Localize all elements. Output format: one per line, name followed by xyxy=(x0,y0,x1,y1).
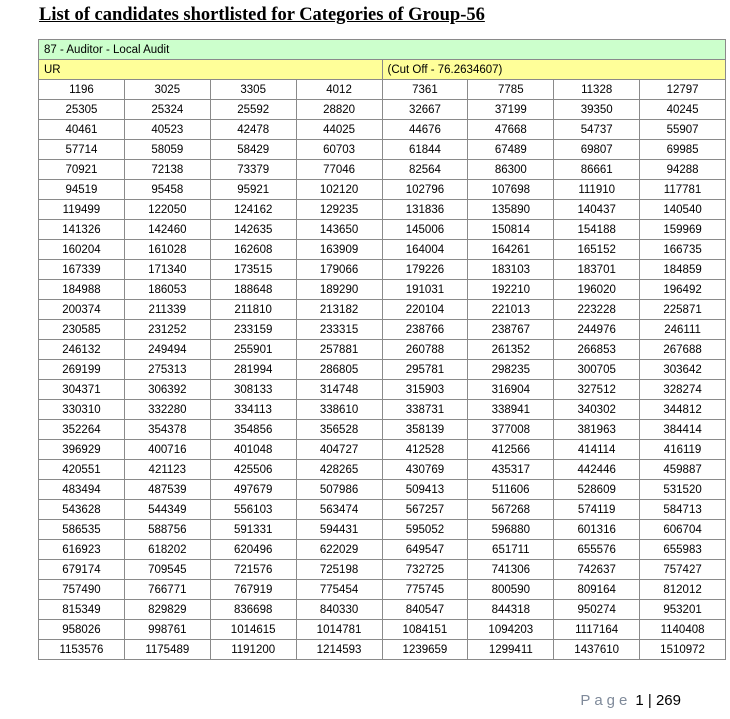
roll-number-cell: 40523 xyxy=(124,120,210,140)
roll-number-cell: 122050 xyxy=(124,200,210,220)
table-row xyxy=(39,460,726,480)
roll-number-cell: 12797 xyxy=(640,80,726,100)
roll-number-cell: 338941 xyxy=(468,400,554,420)
table-row xyxy=(39,540,726,560)
roll-number-cell: 950274 xyxy=(554,600,640,620)
roll-number-cell: 840330 xyxy=(296,600,382,620)
roll-number-cell: 1191200 xyxy=(210,640,296,660)
roll-number-cell: 958026 xyxy=(39,620,125,640)
roll-number-cell: 1117164 xyxy=(554,620,640,640)
roll-number-cell: 459887 xyxy=(640,460,726,480)
roll-number-cell: 483494 xyxy=(39,480,125,500)
roll-number-cell: 230585 xyxy=(39,320,125,340)
roll-number-cell: 61844 xyxy=(382,140,468,160)
document-title: List of candidates shortlisted for Categories of Group-56 xyxy=(39,5,485,25)
roll-number-cell: 107698 xyxy=(468,180,554,200)
table-row xyxy=(39,600,726,620)
roll-number-cell: 95921 xyxy=(210,180,296,200)
roll-number-cell: 829829 xyxy=(124,600,210,620)
roll-number-cell: 72138 xyxy=(124,160,210,180)
roll-number-cell: 742637 xyxy=(554,560,640,580)
roll-number-cell: 298235 xyxy=(468,360,554,380)
roll-number-cell: 60703 xyxy=(296,140,382,160)
roll-number-cell: 238767 xyxy=(468,320,554,340)
roll-number-cell: 257881 xyxy=(296,340,382,360)
roll-number-cell: 316904 xyxy=(468,380,554,400)
roll-number-cell: 171340 xyxy=(124,260,210,280)
roll-number-cell: 188648 xyxy=(210,280,296,300)
roll-number-cell: 141326 xyxy=(39,220,125,240)
roll-number-cell: 286805 xyxy=(296,360,382,380)
roll-number-cell: 57714 xyxy=(39,140,125,160)
roll-number-cell: 412528 xyxy=(382,440,468,460)
roll-number-cell: 584713 xyxy=(640,500,726,520)
roll-number-cell: 953201 xyxy=(640,600,726,620)
roll-number-cell: 308133 xyxy=(210,380,296,400)
roll-number-cell: 358139 xyxy=(382,420,468,440)
roll-number-cell: 55907 xyxy=(640,120,726,140)
roll-number-cell: 94519 xyxy=(39,180,125,200)
roll-number-cell: 649547 xyxy=(382,540,468,560)
roll-number-cell: 435317 xyxy=(468,460,554,480)
roll-number-cell: 442446 xyxy=(554,460,640,480)
roll-number-cell: 1094203 xyxy=(468,620,554,640)
roll-number-cell: 67489 xyxy=(468,140,554,160)
roll-number-cell: 25592 xyxy=(210,100,296,120)
roll-number-cell: 1140408 xyxy=(640,620,726,640)
roll-number-cell: 330310 xyxy=(39,400,125,420)
roll-number-cell: 142635 xyxy=(210,220,296,240)
roll-number-cell: 1239659 xyxy=(382,640,468,660)
roll-number-cell: 511606 xyxy=(468,480,554,500)
roll-number-cell: 544349 xyxy=(124,500,210,520)
roll-number-cell: 183103 xyxy=(468,260,554,280)
table-row xyxy=(39,560,726,580)
roll-number-cell: 1084151 xyxy=(382,620,468,640)
table-row xyxy=(39,440,726,460)
roll-number-cell: 32667 xyxy=(382,100,468,120)
roll-number-cell: 840547 xyxy=(382,600,468,620)
roll-number-cell: 246111 xyxy=(640,320,726,340)
table-row xyxy=(39,180,726,200)
roll-number-cell: 596880 xyxy=(468,520,554,540)
roll-number-cell: 416119 xyxy=(640,440,726,460)
page-number: 1 xyxy=(635,692,644,709)
roll-number-cell: 741306 xyxy=(468,560,554,580)
roll-number-cell: 94288 xyxy=(640,160,726,180)
subcategory-row xyxy=(39,60,726,80)
roll-number-cell: 487539 xyxy=(124,480,210,500)
roll-number-cell: 281994 xyxy=(210,360,296,380)
roll-number-cell: 244976 xyxy=(554,320,640,340)
roll-number-cell: 400716 xyxy=(124,440,210,460)
roll-number-cell: 679174 xyxy=(39,560,125,580)
roll-number-cell: 528609 xyxy=(554,480,640,500)
roll-number-cell: 25305 xyxy=(39,100,125,120)
roll-number-cell: 233315 xyxy=(296,320,382,340)
roll-number-cell: 58059 xyxy=(124,140,210,160)
roll-number-cell: 303642 xyxy=(640,360,726,380)
roll-number-cell: 1214593 xyxy=(296,640,382,660)
roll-number-cell: 543628 xyxy=(39,500,125,520)
roll-number-cell: 145006 xyxy=(382,220,468,240)
roll-number-cell: 601316 xyxy=(554,520,640,540)
roll-number-cell: 154188 xyxy=(554,220,640,240)
roll-number-cell: 354856 xyxy=(210,420,296,440)
roll-number-cell: 183701 xyxy=(554,260,640,280)
roll-number-cell: 231252 xyxy=(124,320,210,340)
roll-number-cell: 295781 xyxy=(382,360,468,380)
roll-number-cell: 757490 xyxy=(39,580,125,600)
roll-number-cell: 238766 xyxy=(382,320,468,340)
roll-number-cell: 651711 xyxy=(468,540,554,560)
roll-number-cell: 1175489 xyxy=(124,640,210,660)
roll-number-cell: 161028 xyxy=(124,240,210,260)
roll-number-cell: 1153576 xyxy=(39,640,125,660)
roll-number-cell: 428265 xyxy=(296,460,382,480)
roll-number-cell: 42478 xyxy=(210,120,296,140)
roll-number-cell: 377008 xyxy=(468,420,554,440)
roll-number-cell: 4012 xyxy=(296,80,382,100)
roll-number-cell: 162608 xyxy=(210,240,296,260)
roll-number-cell: 404727 xyxy=(296,440,382,460)
roll-number-cell: 189290 xyxy=(296,280,382,300)
roll-number-cell: 315903 xyxy=(382,380,468,400)
roll-number-cell: 249494 xyxy=(124,340,210,360)
roll-number-cell: 381963 xyxy=(554,420,640,440)
roll-number-cell: 191031 xyxy=(382,280,468,300)
roll-number-cell: 77046 xyxy=(296,160,382,180)
roll-number-cell: 775745 xyxy=(382,580,468,600)
roll-number-cell: 420551 xyxy=(39,460,125,480)
table-row xyxy=(39,400,726,420)
roll-number-cell: 328274 xyxy=(640,380,726,400)
roll-number-cell: 261352 xyxy=(468,340,554,360)
table-row xyxy=(39,240,726,260)
roll-number-cell: 164004 xyxy=(382,240,468,260)
table-row xyxy=(39,520,726,540)
roll-number-cell: 102796 xyxy=(382,180,468,200)
table-row xyxy=(39,500,726,520)
table-row xyxy=(39,300,726,320)
roll-number-cell: 338731 xyxy=(382,400,468,420)
roll-number-cell: 11328 xyxy=(554,80,640,100)
roll-number-cell: 86661 xyxy=(554,160,640,180)
roll-number-cell: 1510972 xyxy=(640,640,726,660)
roll-number-cell: 192210 xyxy=(468,280,554,300)
roll-number-cell: 186053 xyxy=(124,280,210,300)
candidates-table xyxy=(38,39,726,660)
subcategory-label: UR xyxy=(39,60,383,80)
roll-number-cell: 766771 xyxy=(124,580,210,600)
roll-number-cell: 334113 xyxy=(210,400,296,420)
roll-number-cell: 401048 xyxy=(210,440,296,460)
roll-number-cell: 119499 xyxy=(39,200,125,220)
roll-number-cell: 1014615 xyxy=(210,620,296,640)
roll-number-cell: 266853 xyxy=(554,340,640,360)
roll-number-cell: 221013 xyxy=(468,300,554,320)
roll-number-cell: 173515 xyxy=(210,260,296,280)
roll-number-cell: 775454 xyxy=(296,580,382,600)
table-row xyxy=(39,220,726,240)
roll-number-cell: 595052 xyxy=(382,520,468,540)
roll-number-cell: 140540 xyxy=(640,200,726,220)
roll-number-cell: 531520 xyxy=(640,480,726,500)
table-row xyxy=(39,420,726,440)
table-row xyxy=(39,160,726,180)
roll-number-cell: 86300 xyxy=(468,160,554,180)
roll-number-cell: 95458 xyxy=(124,180,210,200)
roll-number-cell: 567257 xyxy=(382,500,468,520)
roll-number-cell: 143650 xyxy=(296,220,382,240)
roll-number-cell: 314748 xyxy=(296,380,382,400)
roll-number-cell: 225871 xyxy=(640,300,726,320)
roll-number-cell: 179066 xyxy=(296,260,382,280)
roll-number-cell: 7785 xyxy=(468,80,554,100)
roll-number-cell: 211810 xyxy=(210,300,296,320)
table-row xyxy=(39,620,726,640)
roll-number-cell: 165152 xyxy=(554,240,640,260)
roll-number-cell: 800590 xyxy=(468,580,554,600)
roll-number-cell: 396929 xyxy=(39,440,125,460)
roll-number-cell: 124162 xyxy=(210,200,296,220)
table-row xyxy=(39,360,726,380)
table-row xyxy=(39,140,726,160)
roll-number-cell: 594431 xyxy=(296,520,382,540)
roll-number-cell: 211339 xyxy=(124,300,210,320)
roll-number-cell: 998761 xyxy=(124,620,210,640)
roll-number-cell: 196020 xyxy=(554,280,640,300)
roll-number-cell: 73379 xyxy=(210,160,296,180)
cutoff-label: (Cut Off - 76.2634607) xyxy=(382,60,726,80)
roll-number-cell: 184859 xyxy=(640,260,726,280)
table-row xyxy=(39,480,726,500)
table-row xyxy=(39,580,726,600)
roll-number-cell: 47668 xyxy=(468,120,554,140)
roll-number-cell: 1299411 xyxy=(468,640,554,660)
roll-number-cell: 37199 xyxy=(468,100,554,120)
table-row xyxy=(39,340,726,360)
table-row xyxy=(39,200,726,220)
roll-number-cell: 384414 xyxy=(640,420,726,440)
roll-number-cell: 497679 xyxy=(210,480,296,500)
roll-number-cell: 356528 xyxy=(296,420,382,440)
roll-number-cell: 54737 xyxy=(554,120,640,140)
roll-number-cell: 338610 xyxy=(296,400,382,420)
roll-number-cell: 1196 xyxy=(39,80,125,100)
roll-number-cell: 354378 xyxy=(124,420,210,440)
roll-number-cell: 507986 xyxy=(296,480,382,500)
roll-number-cell: 655983 xyxy=(640,540,726,560)
page-total: 269 xyxy=(655,692,681,709)
roll-number-cell: 732725 xyxy=(382,560,468,580)
roll-number-cell: 179226 xyxy=(382,260,468,280)
roll-number-cell: 809164 xyxy=(554,580,640,600)
table-row xyxy=(39,640,726,660)
roll-number-cell: 82564 xyxy=(382,160,468,180)
roll-number-cell: 815349 xyxy=(39,600,125,620)
roll-number-cell: 556103 xyxy=(210,500,296,520)
roll-number-cell: 709545 xyxy=(124,560,210,580)
roll-number-cell: 567268 xyxy=(468,500,554,520)
roll-number-cell: 117781 xyxy=(640,180,726,200)
roll-number-cell: 111910 xyxy=(554,180,640,200)
table-row xyxy=(39,100,726,120)
roll-number-cell: 421123 xyxy=(124,460,210,480)
roll-number-cell: 102120 xyxy=(296,180,382,200)
roll-number-cell: 352264 xyxy=(39,420,125,440)
roll-number-cell: 267688 xyxy=(640,340,726,360)
roll-number-cell: 3305 xyxy=(210,80,296,100)
roll-number-cell: 160204 xyxy=(39,240,125,260)
roll-number-cell: 159969 xyxy=(640,220,726,240)
page-separator: | xyxy=(647,692,652,709)
roll-number-cell: 131836 xyxy=(382,200,468,220)
page-footer xyxy=(580,692,681,710)
roll-number-cell: 200374 xyxy=(39,300,125,320)
roll-number-cell: 40245 xyxy=(640,100,726,120)
table-row xyxy=(39,120,726,140)
roll-number-cell: 327512 xyxy=(554,380,640,400)
roll-number-cell: 223228 xyxy=(554,300,640,320)
roll-number-cell: 509413 xyxy=(382,480,468,500)
roll-number-cell: 28820 xyxy=(296,100,382,120)
roll-number-cell: 70921 xyxy=(39,160,125,180)
roll-number-cell: 164261 xyxy=(468,240,554,260)
roll-number-cell: 618202 xyxy=(124,540,210,560)
table-row xyxy=(39,260,726,280)
roll-number-cell: 620496 xyxy=(210,540,296,560)
roll-number-cell: 414114 xyxy=(554,440,640,460)
roll-number-cell: 275313 xyxy=(124,360,210,380)
roll-number-cell: 69807 xyxy=(554,140,640,160)
roll-number-cell: 574119 xyxy=(554,500,640,520)
roll-number-cell: 812012 xyxy=(640,580,726,600)
category-header-row xyxy=(39,40,726,60)
roll-number-cell: 58429 xyxy=(210,140,296,160)
roll-number-cell: 655576 xyxy=(554,540,640,560)
roll-number-cell: 1014781 xyxy=(296,620,382,640)
roll-number-cell: 757427 xyxy=(640,560,726,580)
roll-number-cell: 44676 xyxy=(382,120,468,140)
roll-number-cell: 430769 xyxy=(382,460,468,480)
roll-number-cell: 306392 xyxy=(124,380,210,400)
roll-number-cell: 44025 xyxy=(296,120,382,140)
roll-number-cell: 1437610 xyxy=(554,640,640,660)
roll-number-cell: 3025 xyxy=(124,80,210,100)
roll-number-cell: 166735 xyxy=(640,240,726,260)
roll-number-cell: 586535 xyxy=(39,520,125,540)
roll-number-cell: 7361 xyxy=(382,80,468,100)
roll-number-cell: 140437 xyxy=(554,200,640,220)
roll-number-cell: 184988 xyxy=(39,280,125,300)
roll-number-cell: 563474 xyxy=(296,500,382,520)
roll-number-cell: 300705 xyxy=(554,360,640,380)
roll-number-cell: 622029 xyxy=(296,540,382,560)
roll-number-cell: 246132 xyxy=(39,340,125,360)
roll-number-cell: 196492 xyxy=(640,280,726,300)
roll-number-cell: 142460 xyxy=(124,220,210,240)
roll-number-cell: 836698 xyxy=(210,600,296,620)
roll-number-cell: 167339 xyxy=(39,260,125,280)
table-row xyxy=(39,280,726,300)
page-word: Page xyxy=(580,692,632,709)
roll-number-cell: 269199 xyxy=(39,360,125,380)
table-row xyxy=(39,80,726,100)
table-row xyxy=(39,380,726,400)
roll-number-cell: 425506 xyxy=(210,460,296,480)
roll-number-cell: 213182 xyxy=(296,300,382,320)
roll-number-cell: 255901 xyxy=(210,340,296,360)
roll-number-cell: 332280 xyxy=(124,400,210,420)
table-row xyxy=(39,320,726,340)
roll-number-cell: 163909 xyxy=(296,240,382,260)
roll-number-cell: 150814 xyxy=(468,220,554,240)
roll-number-cell: 412566 xyxy=(468,440,554,460)
roll-number-cell: 69985 xyxy=(640,140,726,160)
roll-number-cell: 135890 xyxy=(468,200,554,220)
roll-number-cell: 233159 xyxy=(210,320,296,340)
roll-number-cell: 721576 xyxy=(210,560,296,580)
roll-number-cell: 340302 xyxy=(554,400,640,420)
category-label: 87 - Auditor - Local Audit xyxy=(39,40,726,60)
roll-number-cell: 344812 xyxy=(640,400,726,420)
roll-number-cell: 725198 xyxy=(296,560,382,580)
roll-number-cell: 39350 xyxy=(554,100,640,120)
roll-number-cell: 591331 xyxy=(210,520,296,540)
roll-number-cell: 40461 xyxy=(39,120,125,140)
roll-number-cell: 616923 xyxy=(39,540,125,560)
roll-number-cell: 129235 xyxy=(296,200,382,220)
roll-number-cell: 220104 xyxy=(382,300,468,320)
roll-number-cell: 767919 xyxy=(210,580,296,600)
roll-number-cell: 844318 xyxy=(468,600,554,620)
roll-number-cell: 606704 xyxy=(640,520,726,540)
roll-number-cell: 25324 xyxy=(124,100,210,120)
roll-number-cell: 260788 xyxy=(382,340,468,360)
roll-number-cell: 304371 xyxy=(39,380,125,400)
roll-number-cell: 588756 xyxy=(124,520,210,540)
